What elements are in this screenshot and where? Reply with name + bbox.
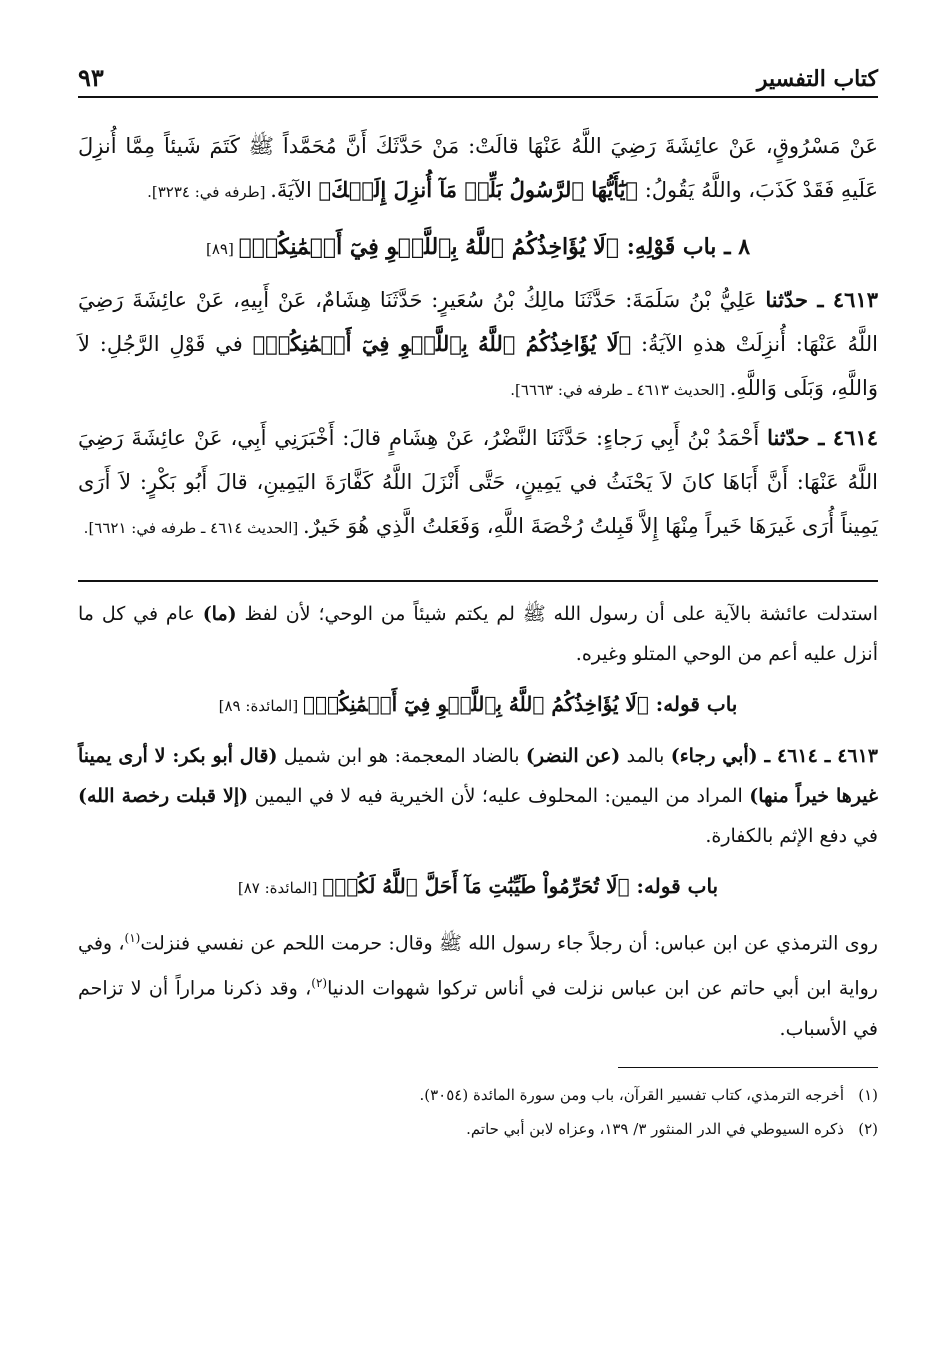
commentary-text: المراد من اليمين: المحلوف عليه؛ لأن الخيرية فيه لا في اليمين — [248, 785, 750, 807]
quran-verse: ﴿لَا تُحَرِّمُواْ طَيِّبَٰتِ مَآ أَحَلَّ ٱللَّهُ لَكُمۡ﴾ — [322, 874, 630, 898]
verse-reference: [المائدة: ٨٧] — [237, 879, 323, 897]
chapter-title: باب قوله: — [648, 692, 738, 716]
commentary-text: روى الترمذي عن ابن عباس: أن رجلاً جاء رسول الله ﷺ وقال: حرمت اللحم عن نفسي فنزلت — [140, 932, 878, 955]
commentary-paragraph — [78, 918, 878, 1049]
commentary-paragraph — [78, 594, 878, 674]
quran-verse: ﴿لَا يُؤَاخِذُكُمُ ٱللَّهُ بِٱللَّغۡوِ فِيٓ أَيۡمَٰنِكُمۡ﴾ — [238, 234, 620, 260]
hadith-4613 — [78, 278, 878, 412]
footnote-number: (١) — [858, 1085, 878, 1104]
chapter-heading — [78, 222, 878, 274]
hadith-reference: [طرفه في: ٣٢٣٤]. — [147, 183, 271, 201]
commentary-text: ، وفي رواية ابن أبي حاتم عن ابن عباس نزلت في أناس تركوا شهوات الدنيا — [78, 932, 878, 1000]
commentary-text: بالمد — [620, 745, 671, 767]
hadith-number: ٤٦١٤ ـ حدّثنا — [767, 425, 879, 450]
hadith-number: ٤٦١٣ ـ ٤٦١٤ ـ — [757, 745, 879, 767]
commentary-paragraph — [78, 736, 878, 856]
commentary-text: استدلت عائشة بالآية على أن رسول الله ﷺ لم يكتم شيئاً من الوحي؛ لأن لفظ — [236, 603, 878, 625]
page — [78, 50, 878, 1146]
hadith-text-after: في قَوْلِ الرَّجُلِ: لاَ وَاللَّهِ، وَبَلَى وَاللَّهِ. — [78, 332, 878, 400]
verse-reference: [المائدة: ٨٩] — [218, 697, 303, 715]
hadith-text-after: الآيَةَ. — [270, 178, 319, 202]
commentary-bold: (إلا قبلت رخصة الله) — [78, 785, 249, 807]
footnote-text: ذكره السيوطي في الدر المنثور ٣/ ١٣٩، وعزاه لابن أبي حاتم. — [466, 1119, 844, 1138]
quran-verse: ﴿لَا يُؤَاخِذُكُمُ ٱللَّهُ بِٱللَّغۡوِ فِيٓ أَيۡمَٰنِكُمۡ﴾ — [302, 692, 649, 716]
hadith-text: عَلِيُّ بْنُ سَلَمَةَ: حَدَّثَنَا مالِكُ بْنُ سُعَيرٍ: حَدَّثَنَا هِشَامٌ، عَنْ أَبِيهِ، عَنْ عائِشَةَ رَضِيَ اللَّهُ عَنْهَا: أُنزِلَتْ هذهِ الآيَةُ: — [78, 288, 878, 356]
commentary-chapter-heading — [78, 862, 878, 912]
footnote-marker[interactable]: (١) — [124, 931, 141, 945]
hadith-number: ٤٦١٣ ـ حدّثنا — [765, 287, 879, 312]
commentary-text: ، وقد ذكرنا مراراً أن لا تزاحم في الأسباب. — [78, 977, 878, 1040]
footnote-text: أخرجه الترمذي، كتاب تفسير القرآن، باب ومن سورة المائدة (٣٠٥٤). — [419, 1085, 844, 1104]
commentary-bold: (قال أبو بكر: لا أرى يميناً غيرها خيراً منها) — [78, 745, 878, 807]
book-title: كتاب التفسير — [756, 66, 878, 92]
hadith-4614 — [78, 416, 878, 550]
footnote-marker[interactable]: (٢) — [311, 976, 328, 991]
quran-verse: ﴿لَا يُؤَاخِذُكُمُ ٱللَّهُ بِٱللَّغۡوِ فِيٓ أَيۡمَٰنِكُمۡ﴾ — [252, 331, 632, 356]
hadith-reference: [الحديث ٤٦١٣ ـ طرفه في: ٦٦٦٣]. — [510, 381, 730, 399]
commentary-bold: (أبي رجاء) — [670, 745, 758, 767]
hadith-text: عَنْ مَسْرُوقٍ، عَنْ عائِشَةَ رَضِيَ اللَّهُ عَنْهَا قالَتْ: مَنْ حَدَّثَكَ أَنَّ مُحَمَّداً ﷺ كَتَمَ شَيئاً مِمَّا أُنزِلَ عَلَيهِ فَقَدْ كَذَبَ، واللَّهُ يَقُولُ: — [78, 134, 878, 202]
commentary-text: عام في كل ما أنزل عليه أعم من الوحي المتلو وغيره. — [78, 603, 878, 665]
footnote-rule — [618, 1067, 878, 1068]
page-header — [78, 50, 878, 98]
commentary-text: بالضاد المعجمة: هو ابن شميل — [277, 745, 526, 767]
section-divider — [78, 580, 878, 582]
footnote-number: (٢) — [858, 1119, 878, 1138]
chapter-title: باب قوله: — [629, 874, 719, 898]
footnote — [78, 1112, 878, 1146]
commentary-text: في دفع الإثم بالكفارة. — [705, 825, 878, 847]
quran-verse: ﴿يَٰٓأَيُّهَا ٱلرَّسُولُ بَلِّغۡ مَآ أُنزِلَ إِلَيۡكَ﴾ — [318, 177, 639, 202]
verse-reference: [٨٩] — [205, 240, 239, 258]
chapter-title: ٨ ـ باب قَوْلِهِ: — [619, 234, 751, 260]
commentary-chapter-heading — [78, 680, 878, 730]
hadith-continuation — [78, 124, 878, 214]
commentary-bold: (عن النضر) — [525, 745, 621, 767]
hadith-reference: [الحديث ٤٦١٤ ـ طرفه في: ٦٦٢١]. — [83, 519, 303, 537]
hadith-text: أَحْمَدُ بْنُ أَبِي رَجاءٍ: حَدَّثَنَا النَّضْرُ، عَنْ هِشَامٍ قالَ: أَخْبَرَنِي أَبِي، عَنْ عائِشَةَ رَضِيَ اللَّهُ عَنْهَا: أَنَّ أَبَاهَا كانَ لاَ يَحْنَثُ في يَمِينٍ، حَتَّى أَنْزَلَ اللَّهُ كَفَّارَةَ اليَمِينِ، قالَ أَبُو بَكْرٍ: لاَ أَرَى يَمِيناً أُرَى غَيرَهَا خَيراً مِنْهَا إِلاَّ قَبِلتُ رُخْصَةَ اللَّهِ، وَفَعَلتُ الَّذِي هُوَ خَيرٌ. — [78, 426, 878, 538]
footnote — [78, 1078, 878, 1112]
page-number: ٩٣ — [78, 63, 104, 92]
commentary-bold: (ما) — [202, 603, 237, 625]
